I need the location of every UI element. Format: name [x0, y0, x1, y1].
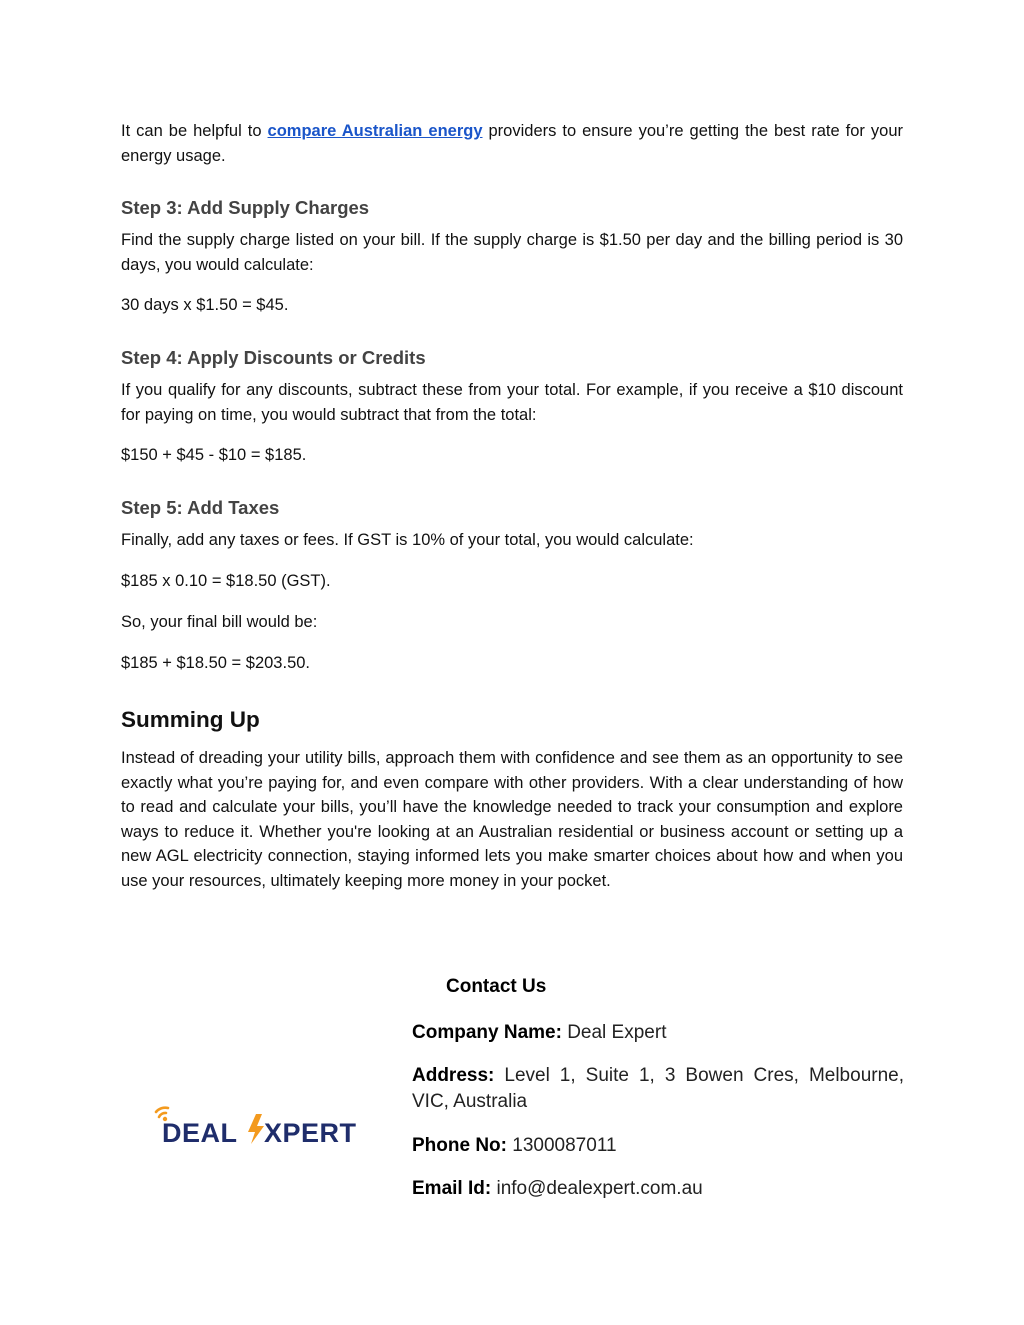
intro-prefix: It can be helpful to [121, 122, 268, 140]
contact-address [412, 1063, 904, 1115]
step5-calc-total: $185 + $18.50 = $203.50. [121, 654, 311, 672]
contact-email [412, 1176, 904, 1202]
company-label: Company Name: [412, 1022, 562, 1043]
intro-suffix: providers to ensure you’re getting the best rate for your energy usage. [121, 122, 903, 165]
summary-heading: Summing Up [121, 707, 260, 732]
lightning-icon [248, 1114, 264, 1144]
company-value: Deal Expert [567, 1022, 667, 1043]
svg-text:XPERT: XPERT [264, 1118, 357, 1148]
contact-title: Contact Us [446, 976, 547, 997]
deal-expert-logo [152, 1104, 362, 1150]
compare-energy-link[interactable]: compare Australian energy [267, 122, 483, 140]
phone-value: 1300087011 [512, 1135, 617, 1156]
signal-arcs-icon [156, 1108, 168, 1117]
contact-company [412, 1020, 904, 1046]
email-label: Email Id: [412, 1178, 492, 1199]
step3-heading: Step 3: Add Supply Charges [121, 197, 370, 218]
step5-text: Finally, add any taxes or fees. If GST is 10% of your total, you would calculate: [121, 531, 694, 549]
phone-label: Phone No: [412, 1135, 507, 1156]
step3-text: Find the supply charge listed on your bill. If the supply charge is $1.50 per day and the billing period is 30 days, you would calculate: [121, 231, 903, 274]
step5-heading: Step 5: Add Taxes [121, 497, 280, 518]
logo-text: DEAL [162, 1118, 238, 1148]
step4-calc: $150 + $45 - $10 = $185. [121, 446, 307, 464]
summary-text: Instead of dreading your utility bills, approach them with confidence and see them as an opportunity to see exactly what you’re paying for, and even compare with other providers. With a clear understanding of how to read and calculate your bills, you’ll have the knowledge needed to track your consumption and explore ways to reduce it. Whether you're looking at an Australian residential or business account or setting up a new AGL electricity connection, staying informed lets you make smarter choices about how and when you use your resources, ultimately keeping more money in your pocket. [121, 749, 903, 890]
step5-final-label: So, your final bill would be: [121, 613, 318, 631]
email-value: info@dealexpert.com.au [496, 1178, 703, 1199]
address-label: Address: [412, 1065, 495, 1086]
step4-text: If you qualify for any discounts, subtract these from your total. For example, if you receive a $10 discount for paying on time, you would subtract that from the total: [121, 381, 903, 424]
intro-paragraph [121, 119, 903, 168]
step3-calc: 30 days x $1.50 = $45. [121, 296, 289, 314]
step4-heading: Step 4: Apply Discounts or Credits [121, 347, 426, 368]
address-value: Level 1, Suite 1, 3 Bowen Cres, Melbourne, VIC, Australia [412, 1065, 904, 1112]
contact-phone [412, 1133, 904, 1159]
step5-calc-gst: $185 x 0.10 = $18.50 (GST). [121, 572, 331, 590]
